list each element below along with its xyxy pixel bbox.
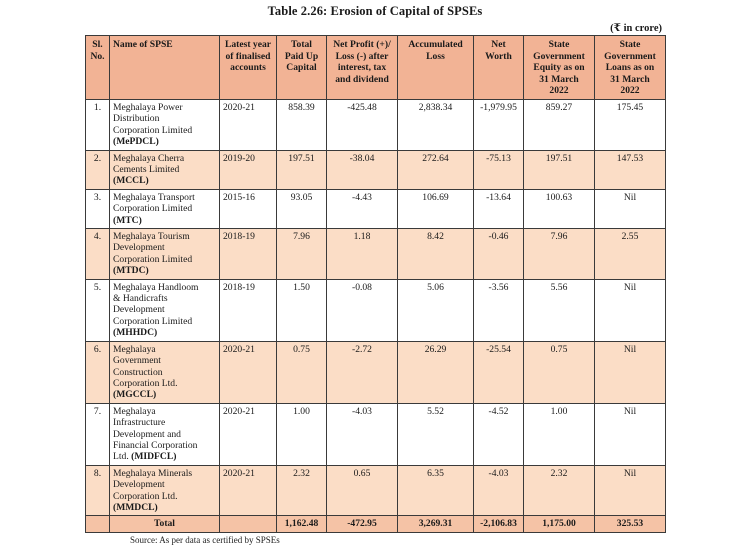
- cell-total-paid-up-capital: 0.75: [277, 341, 327, 403]
- spse-name-line: Corporation Limited: [113, 124, 193, 136]
- cell-spse-name: [110, 403, 220, 465]
- spse-name-line: Financial Corporation: [113, 439, 198, 451]
- spse-abbreviation: (MCCL): [113, 175, 149, 187]
- cell-sl-no: 4.: [86, 229, 110, 280]
- cell-accumulated-loss: 272.64: [398, 150, 474, 189]
- spse-name-line: Meghalaya Cherra: [113, 152, 185, 164]
- cell-net-worth: -13.64: [474, 189, 524, 228]
- spse-abbreviation: (MIDFCL): [131, 451, 177, 463]
- cell-spse-name: [110, 341, 220, 403]
- cell-net-profit-loss: -4.43: [327, 189, 398, 228]
- spse-name-line: Development and: [113, 428, 181, 440]
- cell-sl-no: 6.: [86, 341, 110, 403]
- header-line: Name of SPSE: [113, 39, 173, 50]
- total-label: Total: [110, 516, 220, 532]
- cell-net-worth: -4.52: [474, 403, 524, 465]
- spse-name-line: Meghalaya: [113, 405, 156, 417]
- header-line: 31 March: [610, 73, 650, 85]
- cell-latest-year: 2020-21: [220, 465, 277, 516]
- cell-state-government-loans: Nil: [595, 189, 666, 228]
- spse-abbreviation: (MHHDC): [113, 327, 158, 339]
- cell-total-paid-up-capital: 7.96: [277, 229, 327, 280]
- cell-latest-year: 2019-20: [220, 150, 277, 189]
- column-header-accumulated-loss: [398, 36, 474, 100]
- spse-abbreviation: (MePDCL): [113, 136, 159, 148]
- spse-name-line: Distribution: [113, 113, 160, 125]
- cell-total-paid-up-capital: 2.32: [277, 465, 327, 516]
- column-header-state-government-equity: [524, 36, 595, 100]
- header-line: 2022: [620, 85, 640, 97]
- header-line: 2022: [549, 85, 569, 97]
- cell-state-government-loans: Nil: [595, 403, 666, 465]
- cell-latest-year: 2020-21: [220, 99, 277, 150]
- total-sl-blank: [86, 516, 110, 532]
- cell-spse-name: [110, 150, 220, 189]
- header-line: Net Profit (+)/: [333, 39, 391, 50]
- spse-name-line: Cements Limited: [113, 164, 180, 175]
- header-line: Accumulated: [408, 39, 463, 50]
- cell-state-government-loans: Nil: [595, 465, 666, 516]
- spse-name-line: & Handicrafts: [113, 293, 168, 305]
- cell-latest-year: 2018-19: [220, 279, 277, 341]
- table-row: [86, 99, 666, 150]
- cell-state-government-equity: 2.32: [524, 465, 595, 516]
- cell-accumulated-loss: 8.42: [398, 229, 474, 280]
- cell-net-profit-loss: -425.48: [327, 99, 398, 150]
- header-line: Government: [604, 50, 656, 62]
- erosion-of-capital-table: [85, 35, 666, 533]
- header-line: Paid Up: [284, 50, 319, 62]
- table-row: [86, 465, 666, 516]
- cell-net-profit-loss: -2.72: [327, 341, 398, 403]
- cell-sl-no: 8.: [86, 465, 110, 516]
- cell-accumulated-loss: 106.69: [398, 189, 474, 228]
- cell-net-worth: -4.03: [474, 465, 524, 516]
- cell-net-profit-loss: -4.03: [327, 403, 398, 465]
- cell-state-government-equity: 1.00: [524, 403, 595, 465]
- cell-sl-no: 3.: [86, 189, 110, 228]
- cell-net-worth: -75.13: [474, 150, 524, 189]
- header-line: Sl.: [92, 39, 103, 50]
- column-header-total-paid-up-capital: [277, 36, 327, 100]
- cell-net-profit-loss: -0.08: [327, 279, 398, 341]
- spse-name-line: Development: [113, 242, 165, 254]
- cell-state-government-loans: Nil: [595, 341, 666, 403]
- total-net-profit-loss: -472.95: [327, 516, 398, 532]
- spse-name-line: Construction: [113, 366, 163, 378]
- cell-state-government-equity: 197.51: [524, 150, 595, 189]
- cell-spse-name: [110, 465, 220, 516]
- header-line: Government: [533, 50, 585, 62]
- column-header-latest-year: [220, 36, 277, 100]
- table-header-row: [86, 36, 666, 100]
- cell-sl-no: 2.: [86, 150, 110, 189]
- header-line: interest, tax: [337, 62, 387, 74]
- cell-net-profit-loss: 1.18: [327, 229, 398, 280]
- total-accumulated-loss: 3,269.31: [398, 516, 474, 532]
- cell-net-profit-loss: -38.04: [327, 150, 398, 189]
- spse-name-line: Development: [113, 304, 165, 316]
- cell-net-worth: -3.56: [474, 279, 524, 341]
- cell-accumulated-loss: 6.35: [398, 465, 474, 516]
- cell-latest-year: 2018-19: [220, 229, 277, 280]
- spse-abbreviation: (MGCCL): [113, 389, 157, 401]
- cell-state-government-equity: 5.56: [524, 279, 595, 341]
- header-line: 31 March: [539, 73, 579, 85]
- column-header-net-worth: [474, 36, 524, 100]
- cell-state-government-loans: 175.45: [595, 99, 666, 150]
- total-state-government-equity: 1,175.00: [524, 516, 595, 532]
- spse-name-line: Development: [113, 479, 165, 491]
- header-line: Worth: [485, 50, 512, 62]
- header-line: Equity as on: [533, 62, 585, 74]
- table-row: [86, 150, 666, 189]
- spse-name-line: Corporation Limited: [113, 203, 193, 215]
- column-header-net-profit-loss: [327, 36, 398, 100]
- cell-accumulated-loss: 5.06: [398, 279, 474, 341]
- cell-latest-year: 2020-21: [220, 341, 277, 403]
- spse-name-line: Meghalaya Minerals: [113, 467, 193, 479]
- cell-sl-no: 5.: [86, 279, 110, 341]
- cell-state-government-loans: 147.53: [595, 150, 666, 189]
- cell-latest-year: 2020-21: [220, 403, 277, 465]
- cell-net-worth: -0.46: [474, 229, 524, 280]
- total-latest-year-blank: [220, 516, 277, 532]
- spse-name-line: Meghalaya Tourism: [113, 231, 190, 243]
- spse-abbreviation: (MMDCL): [113, 501, 158, 513]
- cell-total-paid-up-capital: 1.00: [277, 403, 327, 465]
- total-total-paid-up-capital: 1,162.48: [277, 516, 327, 532]
- source-note: Source: As per data as certified by SPSEs: [130, 534, 280, 545]
- spse-abbreviation: (MTC): [113, 214, 142, 226]
- header-line: State: [548, 39, 570, 50]
- table-row: [86, 403, 666, 465]
- spse-abbreviation: (MTDC): [113, 265, 149, 277]
- cell-spse-name: [110, 279, 220, 341]
- column-header-name-of-spse: [110, 36, 220, 100]
- cell-net-worth: -25.54: [474, 341, 524, 403]
- cell-state-government-equity: 100.63: [524, 189, 595, 228]
- cell-latest-year: 2015-16: [220, 189, 277, 228]
- cell-state-government-equity: 859.27: [524, 99, 595, 150]
- total-state-government-loans: 325.53: [595, 516, 666, 532]
- header-line: accounts: [230, 62, 266, 74]
- cell-net-worth: -1,979.95: [474, 99, 524, 150]
- column-header-state-government-loans: [595, 36, 666, 100]
- cell-spse-name: [110, 99, 220, 150]
- spse-name-line: Corporation Ltd.: [113, 377, 178, 389]
- unit-note: (₹ in crore): [610, 23, 662, 34]
- table-body: [86, 99, 666, 532]
- header-line: Total: [291, 39, 312, 50]
- cell-accumulated-loss: 5.52: [398, 403, 474, 465]
- table-row: [86, 341, 666, 403]
- spse-name-line: Ltd. (MIDFCL): [113, 451, 177, 463]
- header-line: Latest year: [224, 39, 272, 50]
- spse-name-line: Infrastructure: [113, 417, 166, 429]
- cell-spse-name: [110, 189, 220, 228]
- spse-name-line: Meghalaya: [113, 343, 156, 355]
- cell-state-government-loans: Nil: [595, 279, 666, 341]
- column-header-sl-no: [86, 36, 110, 100]
- table-row: [86, 189, 666, 228]
- cell-sl-no: 1.: [86, 99, 110, 150]
- header-line: State: [619, 39, 641, 50]
- cell-total-paid-up-capital: 197.51: [277, 150, 327, 189]
- spse-name-line: Corporation Limited: [113, 315, 193, 327]
- cell-net-profit-loss: 0.65: [327, 465, 398, 516]
- table-total-row: [86, 516, 666, 532]
- header-line: of finalised: [225, 50, 271, 62]
- header-line: and dividend: [335, 73, 389, 85]
- table-row: [86, 279, 666, 341]
- spse-name-line: Government: [113, 355, 161, 367]
- cell-total-paid-up-capital: 858.39: [277, 99, 327, 150]
- table-header: [86, 36, 666, 100]
- cell-spse-name: [110, 229, 220, 280]
- cell-accumulated-loss: 26.29: [398, 341, 474, 403]
- spse-name-line: Corporation Limited: [113, 253, 193, 265]
- spse-name-line: Meghalaya Transport: [113, 191, 195, 203]
- spse-name-line: Meghalaya Power: [113, 101, 183, 113]
- table-row: [86, 229, 666, 280]
- spse-name-line: Meghalaya Handloom: [113, 281, 199, 293]
- total-net-worth: -2,106.83: [474, 516, 524, 532]
- header-line: Loss: [426, 50, 445, 62]
- header-line: Net: [491, 39, 506, 50]
- cell-accumulated-loss: 2,838.34: [398, 99, 474, 150]
- cell-state-government-equity: 0.75: [524, 341, 595, 403]
- cell-total-paid-up-capital: 93.05: [277, 189, 327, 228]
- cell-state-government-equity: 7.96: [524, 229, 595, 280]
- cell-total-paid-up-capital: 1.50: [277, 279, 327, 341]
- page-title: Table 2.26: Erosion of Capital of SPSEs: [267, 4, 483, 18]
- spse-name-line: Corporation Ltd.: [113, 490, 178, 502]
- header-line: Loans as on: [605, 62, 655, 74]
- cell-state-government-loans: 2.55: [595, 229, 666, 280]
- header-line: Loss (-) after: [335, 50, 389, 62]
- cell-sl-no: 7.: [86, 403, 110, 465]
- header-line: Capital: [286, 62, 317, 74]
- header-line: No.: [90, 50, 105, 62]
